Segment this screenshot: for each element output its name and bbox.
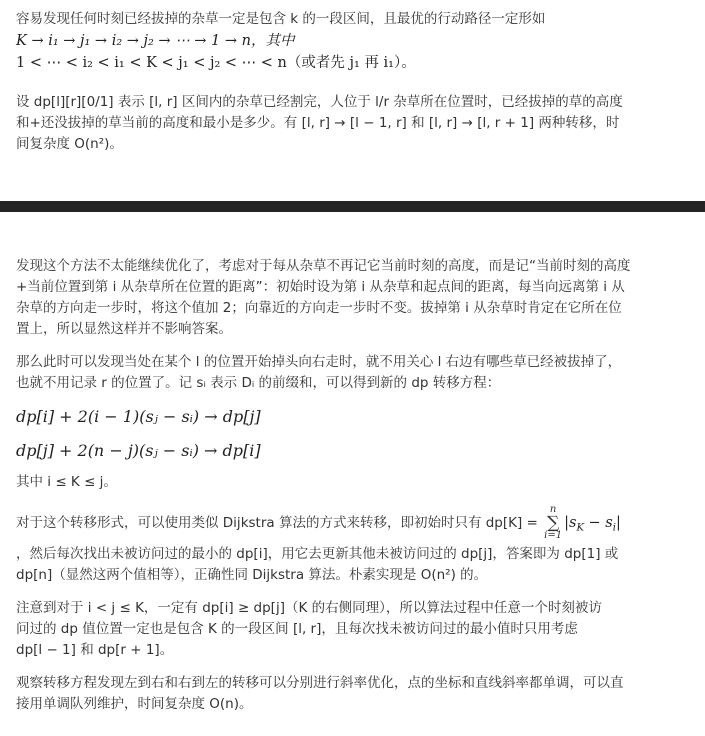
sum-symbol: ∑ [547,513,560,533]
para-6-line-3: dp[n]（显然这两个值相等），正确性同 Dijkstra 算法。朴素实现是 O(n²) 的。 [16,566,488,583]
equation-2: dp[j] + 2(n − j)(sⱼ − sᵢ) → dp[i] [16,441,261,460]
para-1-line-1: 容易发现任何时刻已经拔掉的杂草一定是包含 k 的一段区间，且最优的行动路径一定形如 [16,11,546,27]
para-6-text: 对于这个转移形式，可以使用类似 Dijkstra 算法的方式来转移，即初始时只有 dp[K] = [16,515,538,531]
section-1 [16,9,692,155]
para-1-line-2: K → i₁ → j₁ → i₂ → j₂ → ⋯ → 1 → n，其中 [16,33,295,49]
para-1-line-3: 1 < ⋯ < i₂ < i₁ < K < j₁ < j₂ < ⋯ < n（或者先 j₁ 再 i₁）。 [16,55,416,71]
para-7-line-1: 注意到对于 i < j ≤ K，一定有 dp[i] ≥ dp[j]（K 的右侧同理），所以算法过程中任意一个时刻被访 [16,599,602,616]
minus-s: − s [583,515,613,531]
abs-open: |s [564,515,577,531]
abs-close: | [615,515,621,531]
para-8-line-1: 观察转移方程发现左到右和右到左的转移可以分别进行斜率优化，点的坐标和直线斜率都单调，可以直 [16,674,624,691]
para-3-line-3: 杂草的方向走一步时，将这个值加 2；向靠近的方向走一步时不变。拔掉第 i 从杂草时肯定在它所在位 [16,300,622,316]
para-3-line-1: 发现这个方法不太能继续优化了，考虑对于每从杂草不再记它当前时刻的高度，而是记“当前时刻的高度 [16,258,631,274]
equation-1: dp[i] + 2(i − 1)(sⱼ − sᵢ) → dp[j] [16,407,261,426]
para-8-line-2: 接用单调队列维护，时间复杂度 O(n)。 [16,695,253,712]
para-3-line-2: +当前位置到第 i 从杂草所在位置的距离”：初始时设为第 i 从杂草和起点间的距离，每当向远离第 i 从 [16,279,625,295]
para-6-line-1 [16,505,692,544]
para-4-line-2: 也就不用记录 r 的位置了。记 sᵢ 表示 Dᵢ 的前缀和，可以得到新的 dp 转移方程： [16,375,501,391]
sub-k: K [576,522,584,534]
section-divider [0,201,705,212]
para-7-line-3: dp[l − 1] 和 dp[r + 1]。 [16,641,174,658]
para-2-line-2: 和+还没拔掉的草当前的高度和最小是多少。有 [l, r] → [l − 1, r] 和 [l, r] → [l, r + 1] 两种转移，时 [16,115,620,131]
para-4-line-1: 那么此时可以发现当处在某个 l 的位置开始掉头向右走时，就不用关心 l 右边有哪些草已经被拔掉了， [16,354,622,370]
para-3-line-4: 置上，所以显然这样并不影响答案。 [16,321,232,337]
para-6-line-2: ，然后每次找出未被访问过的最小的 dp[i]，用它去更新其他未被访问过的 dp[j]，答案即为 dp[1] 或 [16,545,619,562]
sub-i: i [612,522,616,534]
section-2 [16,256,692,715]
para-2-line-1: 设 dp[l][r][0/1] 表示 [l, r] 区间内的杂草已经割完，人位于 l/r 杂草所在位置时，已经拔掉的草的高度 [16,94,623,110]
para-2-line-3: 间复杂度 O(n²)。 [16,136,123,152]
para-7-line-2: 问过的 dp 值位置一定也是包含 K 的一段区间 [l, r]，且每次找未被访问过的最小值时只用考虑 [16,620,578,637]
para-5: 其中 i ≤ K ≤ j。 [16,474,117,490]
summation [544,505,562,541]
sum-upper: n [549,504,557,515]
sum-lower: i=1 [544,530,563,541]
